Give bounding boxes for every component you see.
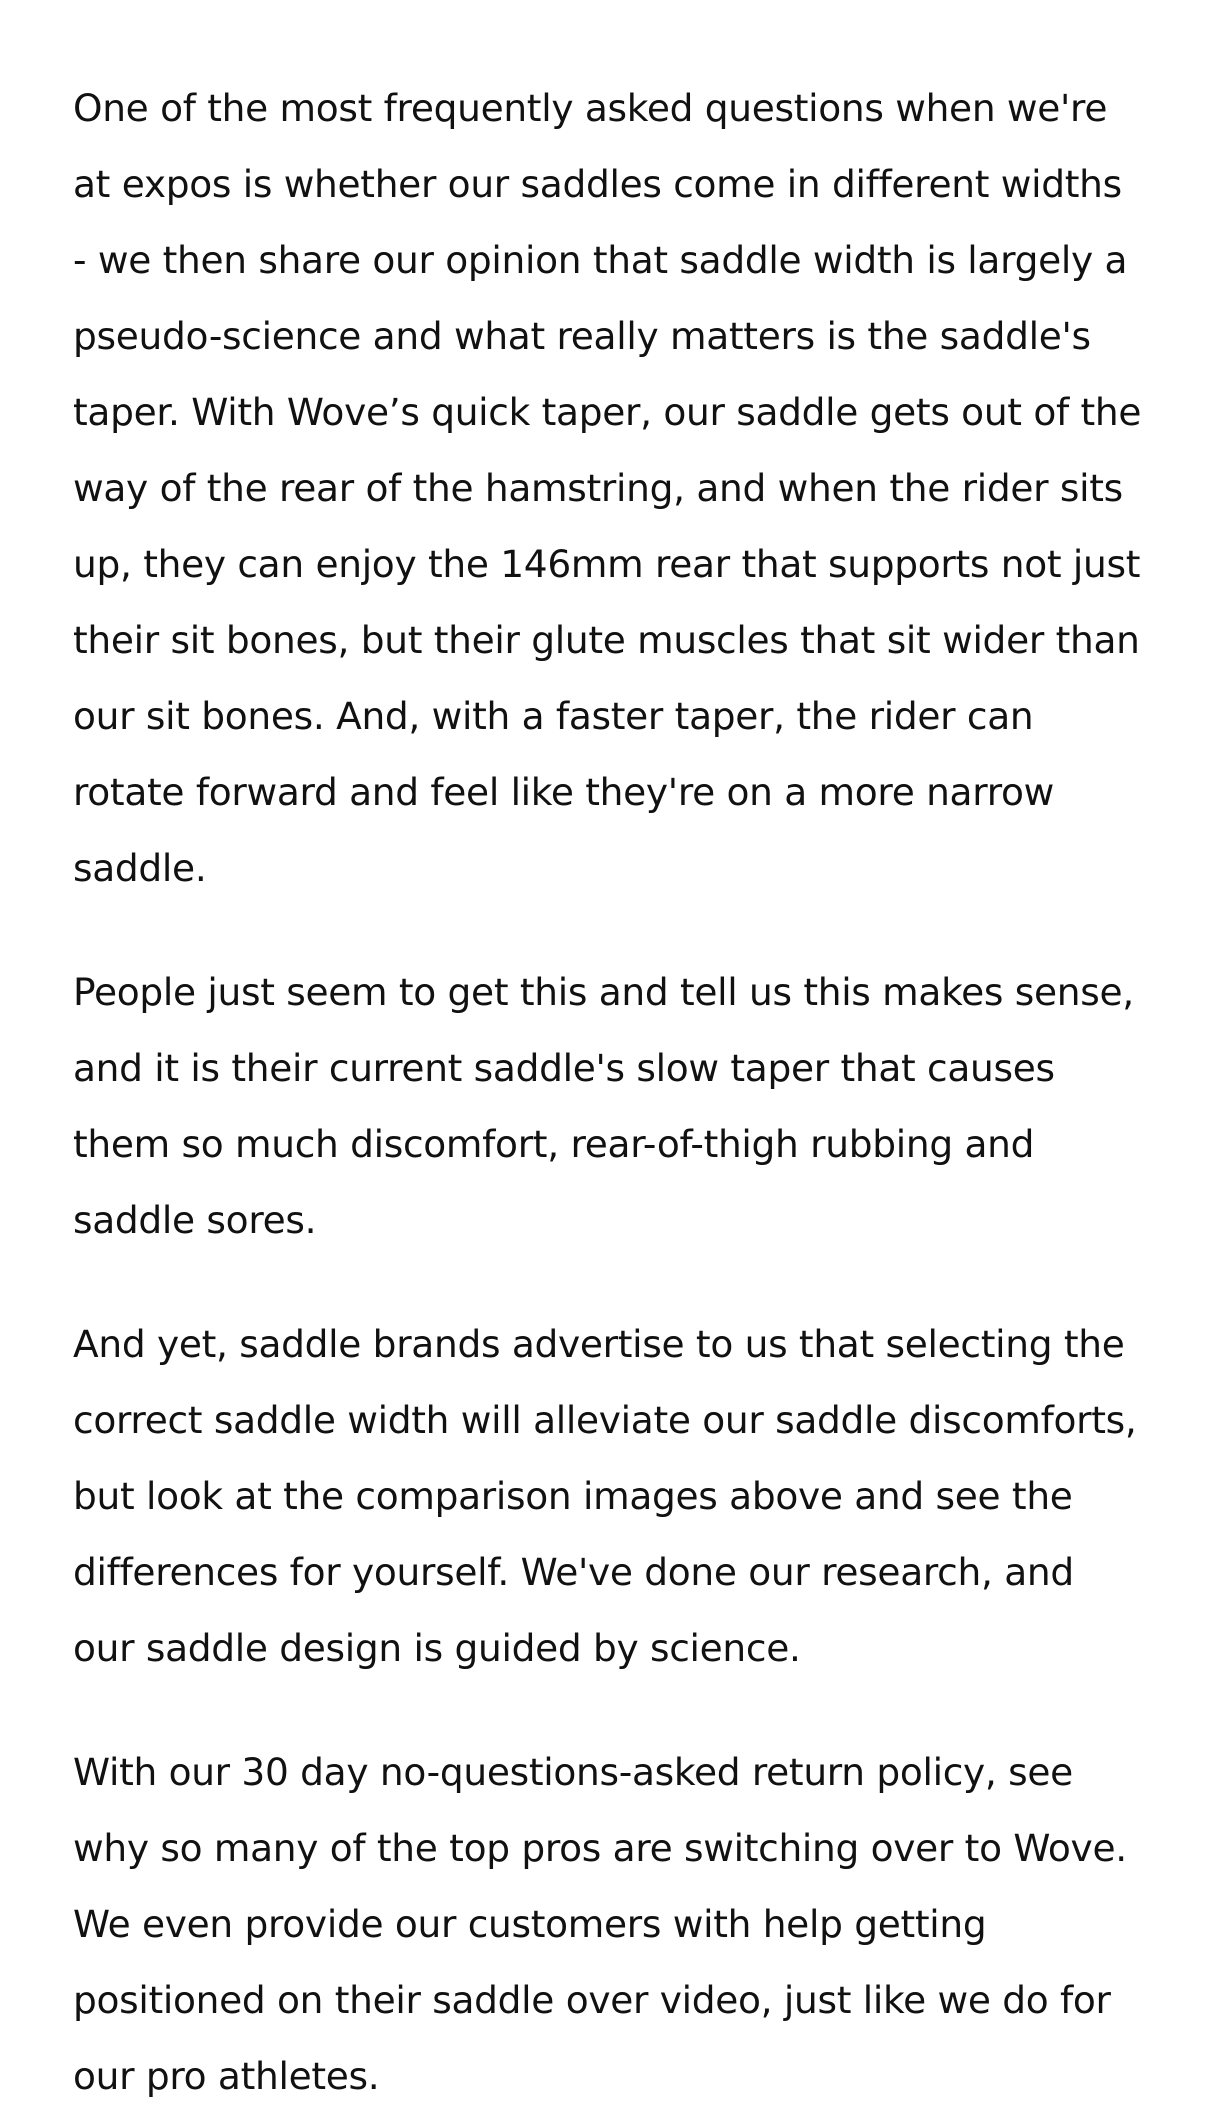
paragraph-slow-taper-discomfort: People just seem to get this and tell us this makes sense, and it is their current saddle's slow taper that causes them so much discomfort, rear-of-thigh rubbing and saddle sores. [73,970,1134,1242]
paragraph-saddle-width-faq: One of the most frequently asked questions when we're at expos is whether our saddles come in different widths - we then share our opinion that saddle width is largely a pseudo-science and what really matters is the saddle's taper. With Wove’s quick taper, our saddle gets out of the way of the rear of the hamstring, and when the rider sits up, they can enjoy the 146mm rear that supports not just their sit bones, but their glute muscles that sit wider than our sit bones. And, with a faster taper, the rider can rotate forward and feel like they're on a more narrow saddle. [73,86,1142,890]
paragraph-brand-advertising: And yet, saddle brands advertise to us that selecting the correct saddle width will alleviate our saddle discomforts, but look at the comparison images above and see the differences for yourself. We've done our research, and our saddle design is guided by science. [73,1322,1137,1670]
paragraph-return-policy: With our 30 day no-questions-asked return policy, see why so many of the top pros are switching over to Wove. We even provide our customers with help getting positioned on their saddle over video, just like we do for our pro athletes. [73,1750,1127,2098]
